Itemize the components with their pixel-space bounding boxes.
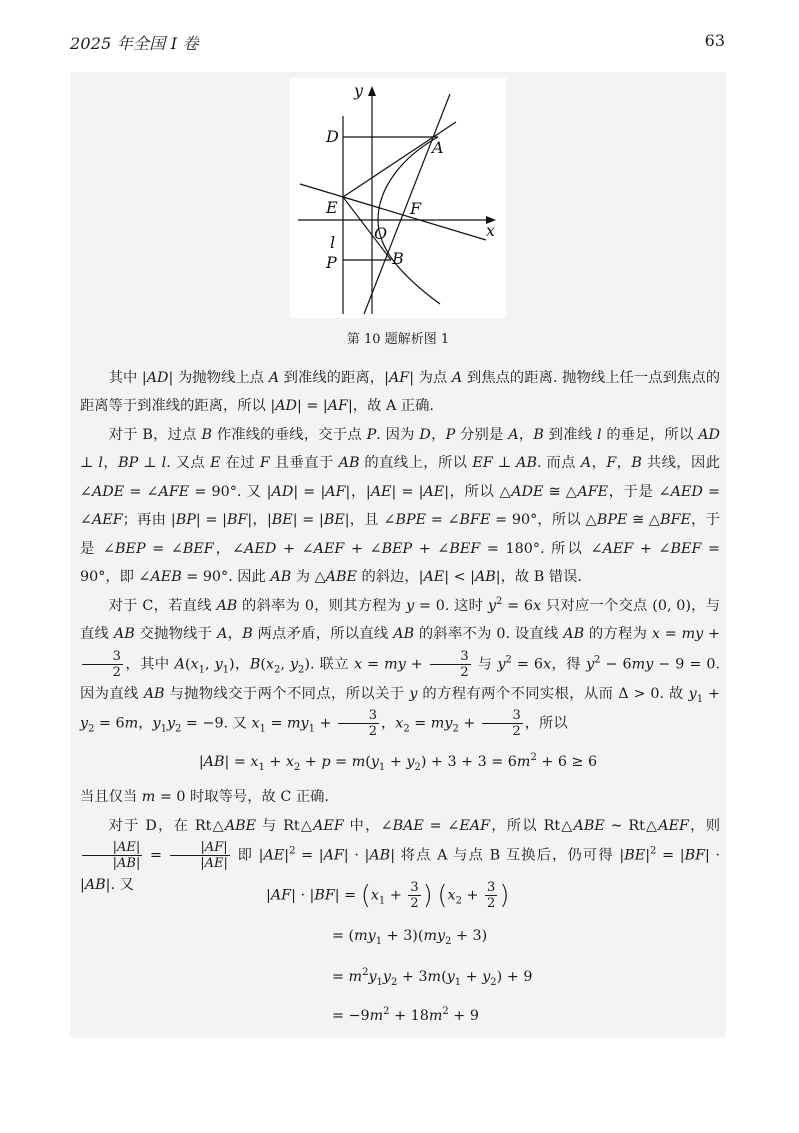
formula-line-2: = $(my_1 + 3)(my_2 + 3)$: [332, 928, 488, 947]
label-O: O: [374, 224, 388, 243]
solution-panel: [70, 72, 726, 1038]
formula-line-1: $|AF| \cdot |BF| = (x_1$ + $\frac{3}{2}$ ) ($x_2$ + $\frac{3}{2}$ ): [266, 880, 510, 911]
page-number: 63: [704, 31, 725, 50]
formula-line-3: = $m^2y_1y_2 + 3m(y_1 + y_2) + 9$: [332, 967, 533, 988]
label-P: P: [326, 253, 337, 272]
formula-ab-length: $|AB| = x_1 + x_2 + p = m(y_1 + y_2) + 3 + 3 = 6m^2 + 6 \ge 6$: [198, 752, 598, 773]
label-F: F: [410, 199, 422, 218]
header-title: 2025 年全国 I 卷: [70, 34, 199, 53]
line-EA: [343, 122, 456, 197]
label-y: y: [354, 81, 364, 100]
paragraph-d: 对于 D，在 Rt△ABE 与 Rt△AEF 中，∠BAE = ∠EAF，所以 Rt△ABE ∼ Rt△AEF，则 $\frac{|AE|}{|AB|}$ = $\frac{|AF|}{|AE|}$ 即 $|AE|^2 = |AF| \cdot |AB|$ 将点 A 与点 B 互换后，仍可得 $|BE|^2 = |BF| \cdot |AB|$. 又: [80, 818, 721, 894]
label-A: A: [432, 138, 444, 157]
figure-parabola: [290, 78, 506, 318]
label-l: l: [330, 233, 336, 252]
y-axis-arrow: [368, 86, 376, 96]
formula-line-4: = $-9m^2 + 18m^2 + 9$: [332, 1006, 479, 1024]
line-AB: [364, 94, 450, 314]
paragraph-a: 其中 |AD| 为抛物线上点 A 到准线的距离，|AF| 为点 A 到焦点的距离. 抛物线上任一点到焦点的距离等于到准线的距离，所以 |AD| = |AF|，故 A 正确.: [80, 370, 720, 415]
label-E: E: [326, 198, 338, 217]
label-B: B: [392, 249, 404, 268]
label-D: D: [326, 127, 339, 146]
paragraph-b: 对于 B，过点 B 作准线的垂线，交于点 P. 因为 D，P 分别是 A，B 到准线 l 的垂足，所以 AD ⊥ l，BP ⊥ l. 又点 E 在过 F 且垂直于 AB 的直线上，所以 EF ⊥ AB. 而点 A，F，B 共线，因此 ∠ADE = ∠AFE = 90°. 又 |AD| = |AF|，|AE| = |AE|，所以 △ADE ≅ △AFE，于是 ∠AED = ∠AEF；再由 |BP| = |BF|，|BE| = |BE|，且 ∠BPE = ∠BFE = 90°，所以 △BPE ≅ △BFE，于是 ∠BEP = ∠BEF，∠AED + ∠AEF + ∠BEP + ∠BEF = 180°. 所以 ∠AEF + ∠BEF = 90°，即 ∠AEB = 90°. 因此 AB 为 △ABE 的斜边，|AE| < |AB|，故 B 错误.: [80, 427, 721, 586]
paragraph-c-end: 当且仅当 m = 0 时取等号，故 C 正确.: [80, 789, 329, 805]
label-x: x: [486, 221, 496, 240]
paragraph-c: 对于 C，若直线 AB 的斜率为 0，则其方程为 y = 0. 这时 $y^2 = 6x$ 只对应一个交点 (0, 0)，与直线 AB 交抛物线于 A，B 两点矛盾，所以直线 AB 的斜率不为 0. 设直线 AB 的方程为 x = my + $\frac{3}{2}$ ，其中 $A(x_1$, $y_1$)，$B(x_2$, $y_2$). 联立 x = my + $\frac{3}{2}$ 与 $y^2 = 6x$，得 $y^2 - 6my - 9 = 0$. 因为直线 AB 与抛物线交于两个不同点，所以关于 y 的方程有两个不同实根，从而 Δ > 0. 故 $y_1 + y_2 = 6m$，$y_1y_2 = -9$. 又 $x_1 = my_1$ + $\frac{3}{2}$ ，$x_2 = my_2$ + $\frac{3}{2}$ ，所以: [80, 596, 721, 740]
parabola-diagram: [290, 78, 506, 318]
figure-caption: 第 10 题解析图 1: [346, 332, 450, 347]
